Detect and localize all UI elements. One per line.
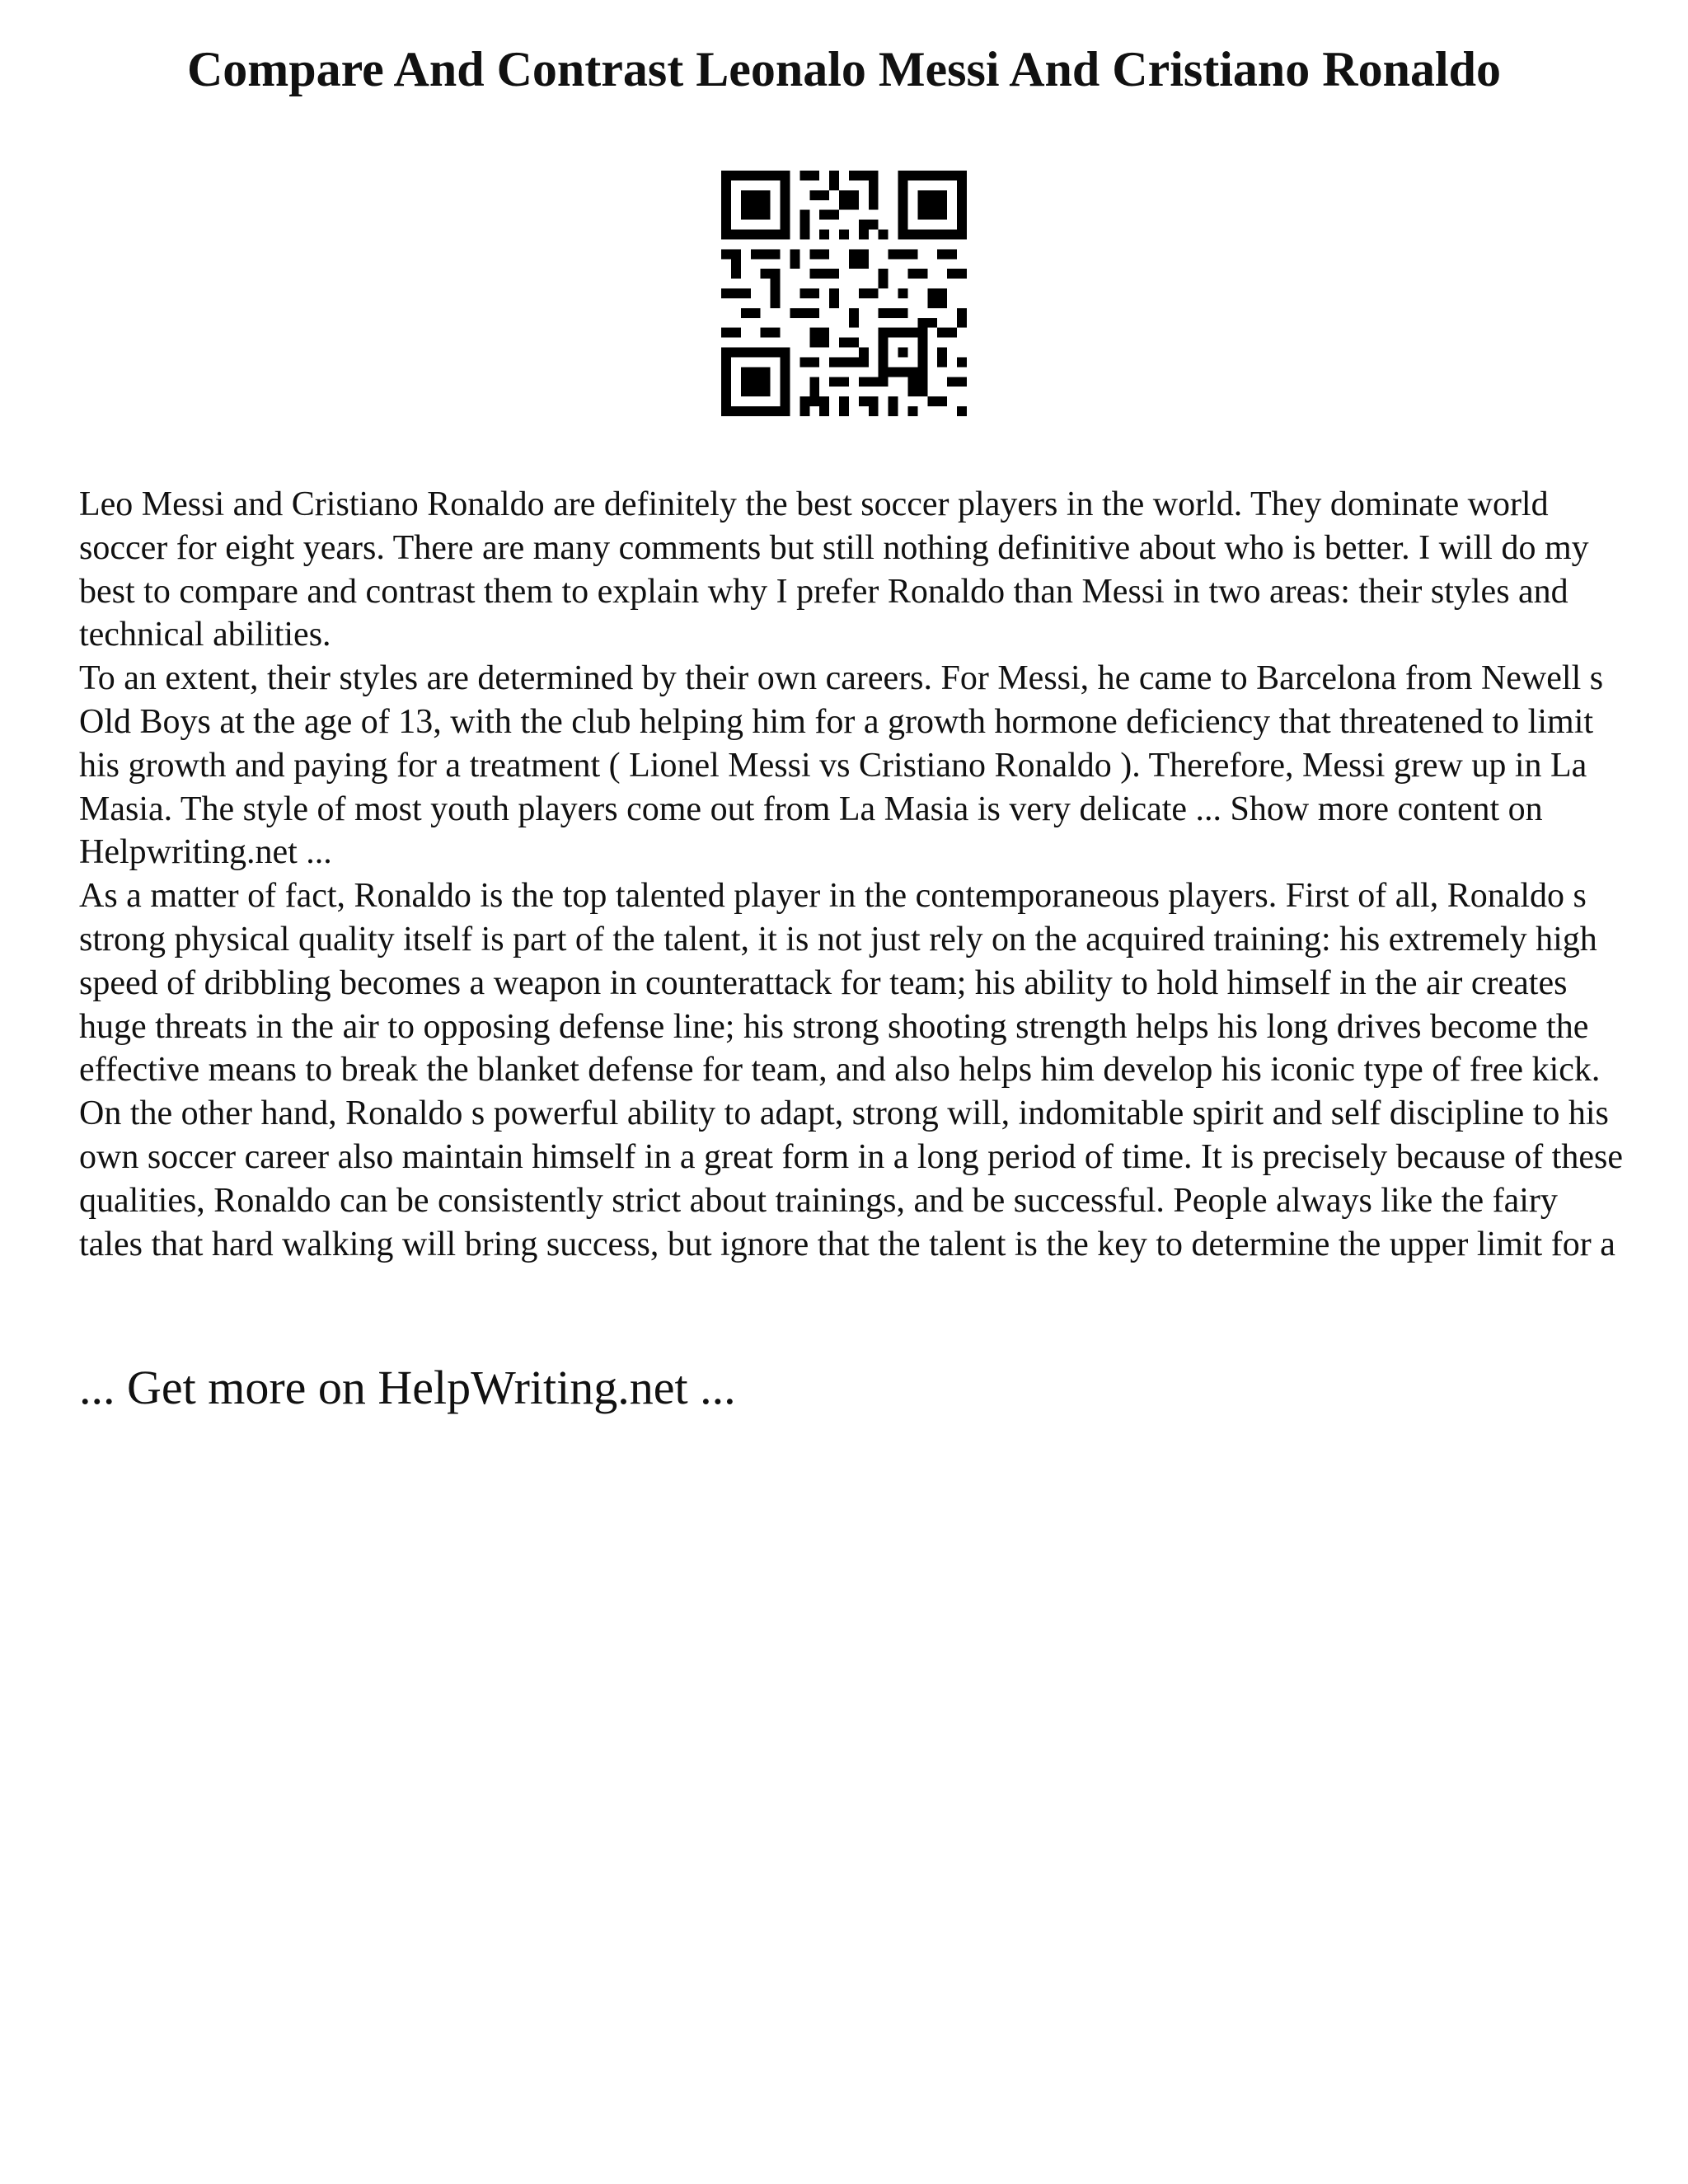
get-more-link[interactable]: ... Get more on HelpWriting.net ... [79,1361,736,1414]
essay-body [79,483,1629,1266]
paragraph-intro: Leo Messi and Cristiano Ronaldo are definitely the best soccer players in the world. They dominate world soccer for eight years. There are many comments but still nothing definitive about who is better. I will do my best to compare and contrast them to explain why I prefer Ronaldo than Messi in two areas: their styles and technical abilities. [79,485,1589,654]
paragraph-styles: To an extent, their styles are determined by their own careers. For Messi, he came to Barcelona from Newell s Old Boys at the age of 13, with the club helping him for a growth hormone deficiency that threatened to limit his growth and paying for a treatment ( Lionel Messi vs Cristiano Ronaldo ). Therefore, Messi grew up in La Masia. The style of most youth players come out from La Masia is very delicate ... Show more content on Helpwriting.net ... [79,659,1604,872]
qr-code-graphic [721,171,967,416]
qr-code-icon [721,171,967,416]
paragraph-talent: As a matter of fact, Ronaldo is the top talented player in the contemporaneous players. First of all, Ronaldo s strong physical quality itself is part of the talent, it is not just rely on the acquired training: his extremely high speed of dribbling becomes a weapon in counterattack for team; his ability to hold himself in the air creates huge threats in the air to opposing defense line; his strong shooting strength helps his long drives become the effective means to break the blanket defense for team, and also helps him develop his iconic type of free kick. On the other hand, Ronaldo s powerful ability to adapt, strong will, indomitable spirit and self discipline to his own soccer career also maintain himself in a great form in a long period of time. It is precisely because of these qualities, Ronaldo can be consistently strict about trainings, and be successful. People always like the fairy tales that hard walking will bring success, but ignore that the talent is the key to determine the upper limit for a [79,877,1623,1263]
page-title: Compare And Contrast Leonalo Messi And Cristiano Ronaldo [186,42,1502,96]
